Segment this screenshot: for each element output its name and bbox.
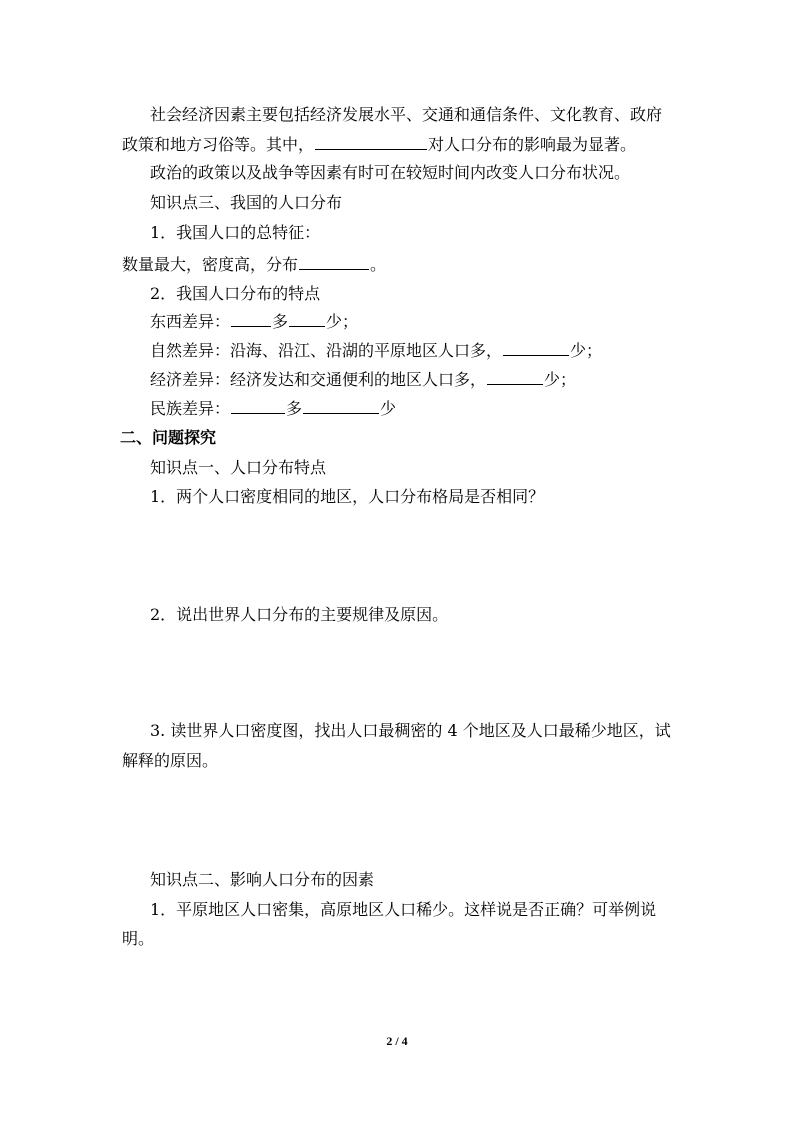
page-number	[0, 1034, 794, 1049]
fill-in-blank[interactable]	[299, 253, 369, 270]
text: 少	[380, 399, 397, 418]
inquiry-question-3-line2	[122, 750, 218, 772]
text: 政策和地方习俗等。其中，	[122, 135, 315, 154]
text: 2．我国人口分布的特点	[150, 284, 321, 303]
paragraph-social-economic-line1	[150, 104, 662, 126]
knowledge-point-1-title	[150, 457, 326, 479]
text: 民族差异：	[150, 399, 231, 418]
text: 自然差异：沿海、沿江、沿湖的平原地区人口多，	[150, 341, 503, 360]
natural-difference	[150, 339, 602, 362]
fill-in-blank[interactable]	[303, 397, 379, 414]
east-west-difference	[150, 310, 358, 333]
text: 。	[370, 255, 387, 274]
kp2-question-1-line1	[150, 899, 656, 921]
fill-in-blank[interactable]	[487, 368, 543, 385]
knowledge-point-2-title	[150, 869, 374, 891]
text: 1．我国人口的总特征：	[150, 223, 321, 242]
text: 经济差异：经济发达和交通便利的地区人口多，	[150, 370, 487, 389]
text: 1．平原地区人口密集，高原地区人口稀少。这样说是否正确？可举例说	[150, 900, 657, 919]
text: 明。	[122, 929, 155, 948]
text: 二、问题探究	[120, 428, 217, 447]
text: 数量最大，密度高，分布	[122, 255, 299, 274]
knowledge-point-3-title	[150, 192, 342, 214]
question-2-title	[150, 283, 320, 305]
inquiry-question-3-line1	[150, 720, 671, 742]
text: 3. 读世界人口密度图，找出人口最稠密的 4 个地区及人口最稀少地区，试	[150, 721, 671, 740]
paragraph-political	[150, 162, 630, 184]
text: 少；	[544, 370, 577, 389]
text: 知识点一、人口分布特点	[150, 458, 327, 477]
text: 多	[286, 399, 303, 418]
text: 社会经济因素主要包括经济发展水平、交通和通信条件、文化教育、政府	[150, 105, 663, 124]
fill-in-blank[interactable]	[503, 339, 569, 356]
fill-in-blank[interactable]	[289, 310, 325, 327]
text: 少；	[570, 341, 603, 360]
fill-in-blank[interactable]	[231, 310, 271, 327]
ethnic-difference	[150, 397, 396, 420]
text: 少；	[326, 312, 359, 331]
economic-difference	[150, 368, 576, 391]
text: 解释的原因。	[122, 751, 219, 770]
kp2-question-1-line2	[122, 928, 154, 950]
text: 多	[272, 312, 289, 331]
fill-in-blank[interactable]	[315, 133, 427, 150]
paragraph-social-economic-line2	[122, 133, 636, 156]
text: 2 / 4	[386, 1034, 408, 1048]
text: 知识点二、影响人口分布的因素	[150, 870, 375, 889]
section-heading-problem-inquiry	[120, 427, 216, 449]
question-1-text	[122, 253, 386, 276]
inquiry-question-1	[150, 486, 544, 508]
text: 1．两个人口密度相同的地区，人口分布格局是否相同？	[150, 487, 545, 506]
text: 东西差异：	[150, 312, 231, 331]
inquiry-question-2	[150, 604, 448, 626]
text: 知识点三、我国的人口分布	[150, 193, 343, 212]
text: 对人口分布的影响最为显著。	[428, 135, 637, 154]
text: 政治的政策以及战争等因素有时可在较短时间内改变人口分布状况。	[150, 163, 631, 182]
fill-in-blank[interactable]	[231, 397, 285, 414]
question-1-title	[150, 222, 320, 244]
text: 2．说出世界人口分布的主要规律及原因。	[150, 605, 449, 624]
